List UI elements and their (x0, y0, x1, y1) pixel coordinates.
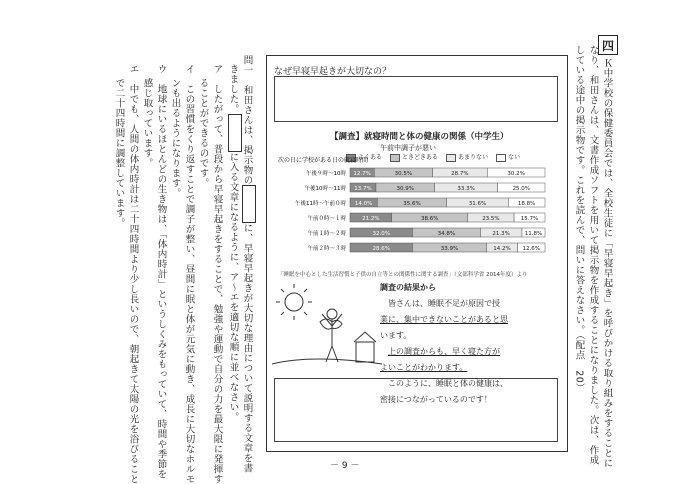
result-line: います。 (380, 331, 412, 340)
option-b-line-1: イ この習慣をくり返すことで調子が整い、昼間に眠と体が元気に動き、成長に大切なホルモ (183, 64, 195, 484)
value-label: 35.6% (403, 201, 421, 207)
category-label: 午前１時〜２時 (307, 231, 346, 237)
value-label: 25.0% (512, 186, 531, 192)
result-line: このように、睡眠と体の健康は、 (388, 379, 508, 388)
result-line: よいことがわかります。 (380, 363, 468, 372)
value-label: 21.3% (492, 231, 510, 237)
value-label: 31.6% (468, 201, 487, 207)
intro-line-2: なり、和田さんは、文書作成ソフトを用いて掲示物を作成することになりました。次は、作成 (587, 45, 599, 465)
option-d-line-2: で二十四時間に調整しています。 (113, 78, 125, 228)
category-label: 午前２時〜３時 (307, 246, 346, 252)
value-label: 12.6% (522, 246, 540, 252)
option-b-line-2: ンも出るようになります。 (169, 78, 181, 198)
option-a-line-2: ることができるのです。 (197, 78, 209, 188)
value-label: 38.6% (421, 216, 439, 222)
section-number: 四 (598, 35, 618, 55)
category-label: 午後11時〜午前０時 (295, 201, 346, 207)
category-label: 午前０時〜１時 (307, 216, 346, 222)
category-label: 午後10時〜11時 (304, 186, 346, 192)
legend-item-0: よくある (346, 152, 382, 162)
value-label: 33.3% (457, 186, 475, 192)
survey-title: 【調査】就寝時間と体の健康の関係（中学生） (330, 132, 509, 142)
value-label: 33.9% (440, 246, 459, 252)
chart-subtitle: 午前中調子が悪い (380, 144, 436, 152)
intro-line-3: している途中の掲示物です。これを読んで、問いに答えなさい。（配点 20） (573, 45, 585, 394)
question-line-1: 問一 和田さんは、掲示物のに、早寝早起きが大切な理由について説明する文章を書 (242, 55, 256, 473)
result-line: 上の調査からも、早く寝た方が (388, 347, 500, 356)
option-c-line-1: ウ 地球にいるほとんどの生き物は、「体内時計」というしくみをもっていて、時間や季節を (155, 64, 167, 480)
blank-box (228, 114, 242, 152)
chart-source: 「睡眠を中心とした生活習慣と子供の自立等との関係性に関する調査」（文部科学省 2014年度）より (278, 272, 528, 278)
question-number: 問一 (241, 55, 253, 75)
legend-item-3: ない (496, 152, 520, 162)
value-label: 12.7% (353, 171, 371, 177)
value-label: 15.7% (520, 216, 539, 222)
blank-box (242, 185, 256, 223)
value-label: 14.0% (354, 201, 373, 207)
result-line: 皆さんは、睡眠不足が原因で授 (388, 299, 500, 308)
value-label: 32.0% (372, 231, 390, 237)
legend-item-1: ときどきある (390, 152, 438, 162)
page-number: － 9 － (330, 461, 360, 471)
chart-ylabel: 次の日に学校がある日の就寝時間 (278, 157, 369, 164)
value-label: 30.9% (396, 186, 414, 192)
value-label: 34.8% (437, 231, 456, 237)
poster-title: なぜ早寝早起きが大切なの？ (274, 67, 392, 77)
option-a-line-1: ア したがって、普段から早寝早起きをすることで、勉強や運動で自分の力を最大限に発揮す (211, 64, 223, 484)
legend-item-2: あまりない (446, 152, 488, 162)
value-label: 14.2% (493, 246, 511, 252)
value-label: 23.5% (482, 216, 500, 222)
value-label: 18.8% (517, 201, 536, 207)
result-line: 業に、集中できないことがあると思 (380, 315, 508, 324)
value-label: 11.8% (524, 231, 543, 237)
illustration-sunrise-icon (272, 284, 382, 374)
value-label: 28.7% (451, 171, 469, 177)
value-label: 21.2% (362, 216, 380, 222)
result-title: 調査の結果から (380, 283, 436, 292)
category-label: 午後９時〜10時 (306, 171, 346, 177)
question-line-2: きました。に入る文章になるように、ア〜エを適切な順に並べなさい。 (228, 64, 242, 422)
survey-chart (270, 150, 560, 268)
option-d-line-1: エ 中でも、人間の体内時計は二十四時間より少し長いので、朝起きて太陽の光を浴びること (127, 64, 139, 484)
option-c-line-2: 感じ取っています。 (141, 78, 153, 168)
poster-answer-box-top (274, 76, 558, 122)
value-label: 30.2% (507, 171, 525, 177)
value-label: 28.6% (372, 246, 390, 252)
poster-answer-box-bottom (274, 378, 558, 442)
result-line: 密接につながっているのです！ (380, 395, 492, 404)
intro-line-1: Ｋ中学校の保健委員会では、全校生徒に「早寝早起き」を呼びかける取り組みをすることに (601, 58, 613, 468)
value-label: 13.7% (354, 186, 372, 192)
value-label: 30.5% (394, 171, 413, 177)
